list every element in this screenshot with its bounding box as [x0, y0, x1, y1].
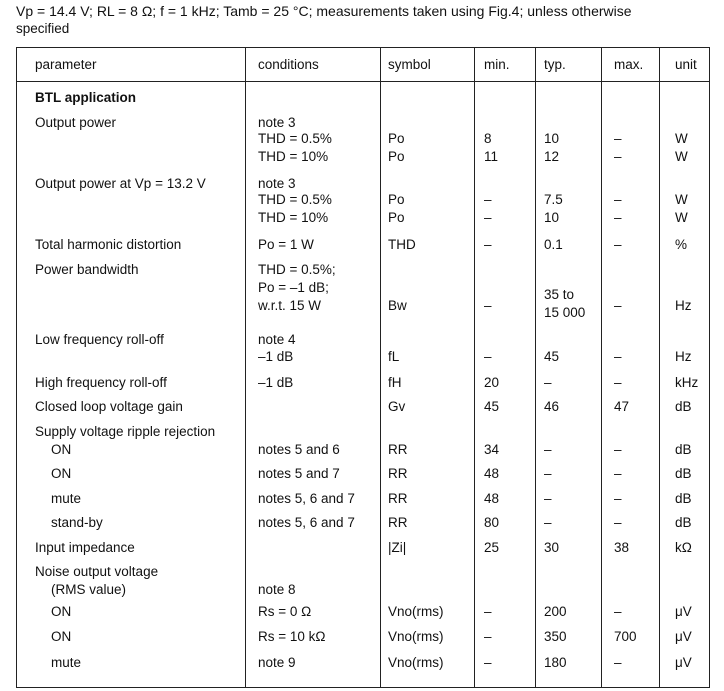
param-high-freq: High frequency roll-off: [35, 375, 167, 390]
min-value: 25: [484, 540, 500, 555]
typ-value: 12: [544, 149, 560, 164]
max-value: –: [614, 149, 622, 164]
cond: notes 5 and 7: [258, 466, 340, 481]
min-value: –: [484, 349, 492, 364]
typ-value: –: [544, 491, 552, 506]
max-value: –: [614, 466, 622, 481]
column-divider: [601, 48, 602, 687]
unit-value: dB: [675, 442, 692, 457]
cond: THD = 10%: [258, 149, 329, 164]
typ-value: –: [544, 466, 552, 481]
symbol: Po: [388, 131, 405, 146]
header-min: min.: [484, 57, 510, 72]
max-value: –: [614, 515, 622, 530]
cond: note 9: [258, 655, 296, 670]
intro-line-2: specified: [16, 21, 70, 36]
cond: Rs = 10 kΩ: [258, 629, 326, 644]
min-value: 34: [484, 442, 500, 457]
min-value: –: [484, 192, 492, 207]
symbol: Vno(rms): [388, 655, 444, 670]
min-value: –: [484, 210, 492, 225]
sub-param: ON: [51, 604, 72, 619]
min-value: 45: [484, 399, 500, 414]
cond: notes 5, 6 and 7: [258, 515, 355, 530]
max-value: –: [614, 237, 622, 252]
unit-value: W: [675, 131, 688, 146]
cond: Po = 1 W: [258, 237, 314, 252]
cond: THD = 10%: [258, 210, 329, 225]
unit-value: Hz: [675, 298, 692, 313]
header-symbol: symbol: [388, 57, 431, 72]
cond-note: note 3: [258, 176, 296, 191]
param-input-impedance: Input impedance: [35, 540, 135, 555]
unit-value: %: [675, 237, 688, 252]
unit-value: μV: [675, 629, 692, 644]
param-noise-output: Noise output voltage: [35, 564, 159, 579]
param-thd: Total harmonic distortion: [35, 237, 182, 252]
sub-param: mute: [51, 655, 82, 670]
symbol: fL: [388, 349, 400, 364]
symbol: Po: [388, 210, 405, 225]
typ-value: 180: [544, 655, 567, 670]
param-noise-output-sub: (RMS value): [51, 582, 127, 597]
symbol: Gv: [388, 399, 406, 414]
header-divider: [17, 81, 709, 82]
symbol: Bw: [388, 298, 407, 313]
min-value: 48: [484, 491, 500, 506]
max-value: 38: [614, 540, 630, 555]
max-value: –: [614, 375, 622, 390]
max-value: 700: [614, 629, 637, 644]
unit-value: μV: [675, 655, 692, 670]
unit-value: kHz: [675, 375, 699, 390]
unit-value: dB: [675, 515, 692, 530]
unit-value: μV: [675, 604, 692, 619]
cond: THD = 0.5%;: [258, 262, 336, 277]
conditions-intro: [16, 2, 716, 38]
symbol: RR: [388, 515, 408, 530]
sub-param: stand-by: [51, 515, 103, 530]
cond-note: note 8: [258, 582, 296, 597]
min-value: –: [484, 604, 492, 619]
section-title: BTL application: [35, 90, 137, 105]
column-divider: [474, 48, 475, 687]
min-value: –: [484, 655, 492, 670]
cond: Po = –1 dB;: [258, 280, 329, 295]
unit-value: dB: [675, 466, 692, 481]
cond: notes 5 and 6: [258, 442, 340, 457]
unit-value: W: [675, 192, 688, 207]
typ-value: 7.5: [544, 192, 563, 207]
cond: notes 5, 6 and 7: [258, 491, 355, 506]
max-value: 47: [614, 399, 630, 414]
symbol: RR: [388, 466, 408, 481]
unit-value: Hz: [675, 349, 692, 364]
min-value: 20: [484, 375, 500, 390]
unit-value: kΩ: [675, 540, 692, 555]
symbol: Vno(rms): [388, 629, 444, 644]
cond: Rs = 0 Ω: [258, 604, 312, 619]
intro-line-1: Vp = 14.4 V; RL = 8 Ω; f = 1 kHz; Tamb = 25 °C; measurements taken using Fig.4; unless otherwise: [16, 3, 632, 19]
unit-value: W: [675, 210, 688, 225]
cond: w.r.t. 15 W: [258, 298, 322, 313]
min-value: 80: [484, 515, 500, 530]
min-value: –: [484, 298, 492, 313]
cond-note: note 4: [258, 332, 296, 347]
typ-value: 45: [544, 349, 560, 364]
typ-value: 15 000: [544, 305, 586, 320]
sub-param: ON: [51, 629, 72, 644]
typ-value: –: [544, 442, 552, 457]
unit-value: W: [675, 149, 688, 164]
max-value: –: [614, 210, 622, 225]
max-value: –: [614, 604, 622, 619]
header-max: max.: [614, 57, 644, 72]
column-divider: [245, 48, 246, 687]
typ-value: 200: [544, 604, 567, 619]
unit-value: dB: [675, 399, 692, 414]
cond: –1 dB: [258, 375, 294, 390]
param-output-power: Output power: [35, 115, 117, 130]
sub-param: mute: [51, 491, 82, 506]
cond-note: note 3: [258, 115, 296, 130]
param-svrr: Supply voltage ripple rejection: [35, 424, 216, 439]
typ-value: 350: [544, 629, 567, 644]
param-low-freq: Low frequency roll-off: [35, 332, 164, 347]
min-value: 48: [484, 466, 500, 481]
cond: THD = 0.5%: [258, 131, 332, 146]
typ-value: –: [544, 375, 552, 390]
min-value: –: [484, 629, 492, 644]
max-value: –: [614, 442, 622, 457]
param-voltage-gain: Closed loop voltage gain: [35, 399, 183, 414]
max-value: –: [614, 131, 622, 146]
typ-value: 10: [544, 210, 560, 225]
column-divider: [535, 48, 536, 687]
header-typ: typ.: [544, 57, 566, 72]
min-value: 8: [484, 131, 492, 146]
sub-param: ON: [51, 466, 72, 481]
typ-value: 30: [544, 540, 560, 555]
max-value: –: [614, 298, 622, 313]
column-divider: [380, 48, 381, 687]
header-parameter: parameter: [35, 57, 97, 72]
typ-value: 35 to: [544, 287, 575, 302]
max-value: –: [614, 655, 622, 670]
min-value: 11: [484, 149, 499, 164]
symbol: Po: [388, 149, 405, 164]
cond: THD = 0.5%: [258, 192, 332, 207]
unit-value: dB: [675, 491, 692, 506]
symbol: THD: [388, 237, 416, 252]
min-value: –: [484, 237, 492, 252]
max-value: –: [614, 349, 622, 364]
symbol: fH: [388, 375, 402, 390]
param-power-bandwidth: Power bandwidth: [35, 262, 139, 277]
characteristics-table: [16, 47, 710, 688]
typ-value: 0.1: [544, 237, 563, 252]
symbol: Po: [388, 192, 405, 207]
typ-value: 10: [544, 131, 560, 146]
max-value: –: [614, 491, 622, 506]
typ-value: 46: [544, 399, 560, 414]
param-output-power-vp: Output power at Vp = 13.2 V: [35, 176, 206, 191]
symbol: Vno(rms): [388, 604, 444, 619]
symbol: |Zi|: [388, 540, 407, 555]
column-divider: [659, 48, 660, 687]
typ-value: –: [544, 515, 552, 530]
symbol: RR: [388, 491, 408, 506]
cond: –1 dB: [258, 349, 294, 364]
max-value: –: [614, 192, 622, 207]
sub-param: ON: [51, 442, 72, 457]
header-conditions: conditions: [258, 57, 319, 72]
header-unit: unit: [675, 57, 697, 72]
symbol: RR: [388, 442, 408, 457]
